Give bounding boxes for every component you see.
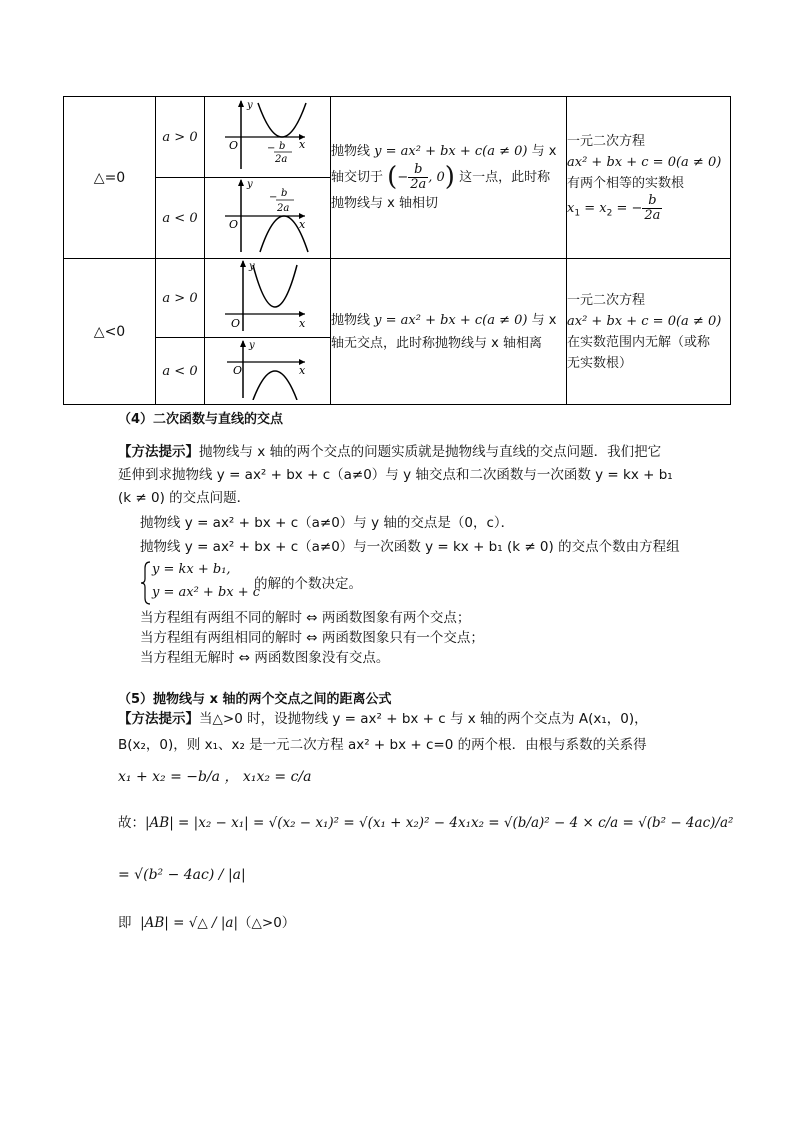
description-cell	[331, 97, 567, 259]
condition-line: 当方程组有两组相同的解时 ⇔ 两函数图象只有一个交点；	[140, 630, 484, 646]
root-equation: ax² + bx + c = 0(a ≠ 0)	[567, 154, 722, 170]
vieta-formula: x₁ + x₂ = −b/a ， x₁x₂ = c/a	[118, 769, 312, 785]
desc-text: 与 x	[527, 144, 557, 159]
vertex-den: 2a	[275, 154, 288, 165]
description-cell	[331, 259, 567, 405]
delta-cell: △<0	[64, 259, 156, 405]
vertex-num: b	[279, 141, 286, 152]
method-tag: 【方法提示】	[118, 711, 199, 727]
paragraph: B(x₂，0)，则 x₁、x₂ 是一元二次方程 ax² + bx + c=0 的两个根．由根与系数的关系得	[118, 737, 647, 753]
origin-label: O	[229, 218, 239, 231]
table-row	[64, 259, 731, 338]
desc-line: 轴交切于 (− $\frac{b}{2a}$ , 0) 这一点，此时称	[331, 162, 551, 192]
sign-cell: a > 0	[156, 97, 205, 178]
desc-text: 这一点，此时称	[454, 170, 551, 185]
parabola-tangent-down-graph	[205, 178, 330, 254]
desc-text: 轴交切于	[331, 170, 384, 185]
axis-y-label: y	[247, 100, 253, 111]
root-line: 在实数范围内无解（或称	[567, 334, 711, 350]
parabola-no-root-down-graph	[205, 338, 330, 400]
final-condition: （△>0）	[238, 915, 296, 931]
graph-cell	[205, 178, 331, 259]
axis-y-label: y	[249, 261, 255, 272]
desc-text: 抛物线	[331, 144, 375, 159]
root-line: 一元二次方程	[567, 133, 646, 149]
desc-line	[331, 140, 566, 163]
paragraph: (k ≠ 0) 的交点问题．	[118, 490, 251, 506]
desc-line: 抛物线与 x 轴相切	[331, 196, 438, 211]
graph-cell	[205, 338, 331, 405]
condition-line: 当方程组有两组不同的解时 ⇔ 两函数图象有两个交点；	[140, 610, 471, 626]
formula-prefix: 故：	[118, 815, 145, 831]
origin-label: O	[231, 317, 241, 330]
vertex-num: b	[281, 188, 288, 199]
root-line: 有两个相等的实数根	[567, 175, 685, 191]
parabola-tangent-up-graph	[205, 97, 330, 173]
paragraph	[118, 708, 648, 730]
paragraph	[118, 441, 661, 463]
origin-label: O	[233, 364, 243, 377]
root-formula: $x_1 = x_2$ = − $\frac{b}{2a}$	[567, 192, 661, 223]
axis-x-label: x	[299, 364, 306, 377]
distance-formula	[118, 812, 733, 834]
system-equation-2: y = ax² + bx + c	[152, 585, 261, 600]
root-cell	[567, 97, 731, 259]
parabola-equation: y = ax² + bx + c(a ≠ 0)	[374, 144, 528, 159]
origin-label: O	[229, 139, 239, 152]
graph-cell	[205, 97, 331, 178]
distance-formula-simplified: = √(b² − 4ac) / |a|	[118, 867, 246, 883]
parabola-no-root-up-graph	[205, 259, 330, 333]
sign-cell: a < 0	[156, 338, 205, 405]
final-distance-formula: |AB| = √△ / |a|	[140, 915, 239, 931]
method-tag: 【方法提示】	[118, 444, 199, 460]
desc-line: 轴无交点，此时称抛物线与 x 轴相离	[331, 335, 542, 351]
desc-text: 抛物线	[331, 312, 375, 328]
desc-text: 与 x	[527, 312, 557, 328]
root-line: 无实数根）	[567, 355, 633, 371]
axis-x-label: x	[299, 317, 306, 330]
sign-cell: a > 0	[156, 259, 205, 338]
paragraph-text: 抛物线与 x 轴的两个交点的问题实质就是抛物线与直线的交点问题．我们把它	[199, 444, 662, 460]
root-equation: ax² + bx + c = 0(a ≠ 0)	[567, 313, 722, 329]
vertex-minus: −	[269, 192, 278, 203]
axis-y-label: y	[249, 340, 255, 351]
tangent-fraction: $\frac{b}{2a}$	[410, 162, 427, 192]
vertex-den: 2a	[277, 203, 290, 214]
discriminant-table	[63, 96, 731, 405]
system-equation-1: y = kx + b₁,	[152, 562, 231, 577]
axis-x-label: x	[299, 138, 306, 151]
desc-line	[331, 309, 566, 332]
condition-line: 当方程组无解时 ⇔ 两函数图象没有交点。	[140, 650, 390, 666]
paragraph: 抛物线 y = ax² + bx + c（a≠0）与 y 轴的交点是（0，c）．	[140, 515, 515, 531]
system-tail-text: 的解的个数决定。	[254, 576, 362, 592]
paragraph: 延伸到求抛物线 y = ax² + bx + c（a≠0）与 y 轴交点和二次函数与一次函数 y = kx + b₁	[118, 467, 673, 483]
sign-cell: a < 0	[156, 178, 205, 259]
root-cell	[567, 259, 731, 405]
parabola-equation: y = ax² + bx + c(a ≠ 0)	[374, 312, 528, 328]
axis-x-label: x	[299, 218, 306, 231]
distance-derivation: |AB| = |x₂ − x₁| = √(x₂ − x₁)² = √(x₁ + x₂)² − 4x₁x₂ = √(b/a)² − 4 × c/a = √(b² − 4ac)/a²	[145, 815, 734, 831]
paragraph: 抛物线 y = ax² + bx + c（a≠0）与一次函数 y = kx + b₁ (k ≠ 0) 的交点个数由方程组	[140, 539, 680, 555]
section-5-title: （5）抛物线与 x 轴的两个交点之间的距离公式	[118, 692, 392, 707]
axis-y-label: y	[247, 179, 253, 190]
root-line: 一元二次方程	[567, 292, 646, 308]
brace-icon	[140, 560, 152, 606]
graph-cell	[205, 259, 331, 338]
section-4-title: （4）二次函数与直线的交点	[118, 412, 284, 427]
paragraph-text: 当△>0 时，设抛物线 y = ax² + bx + c 与 x 轴的两个交点为 A(x₁，0)，	[199, 711, 648, 727]
table-row	[64, 97, 731, 178]
delta-cell: △=0	[64, 97, 156, 259]
final-formula	[118, 912, 295, 934]
vertex-minus: −	[267, 143, 276, 154]
formula-prefix: 即	[118, 915, 132, 931]
